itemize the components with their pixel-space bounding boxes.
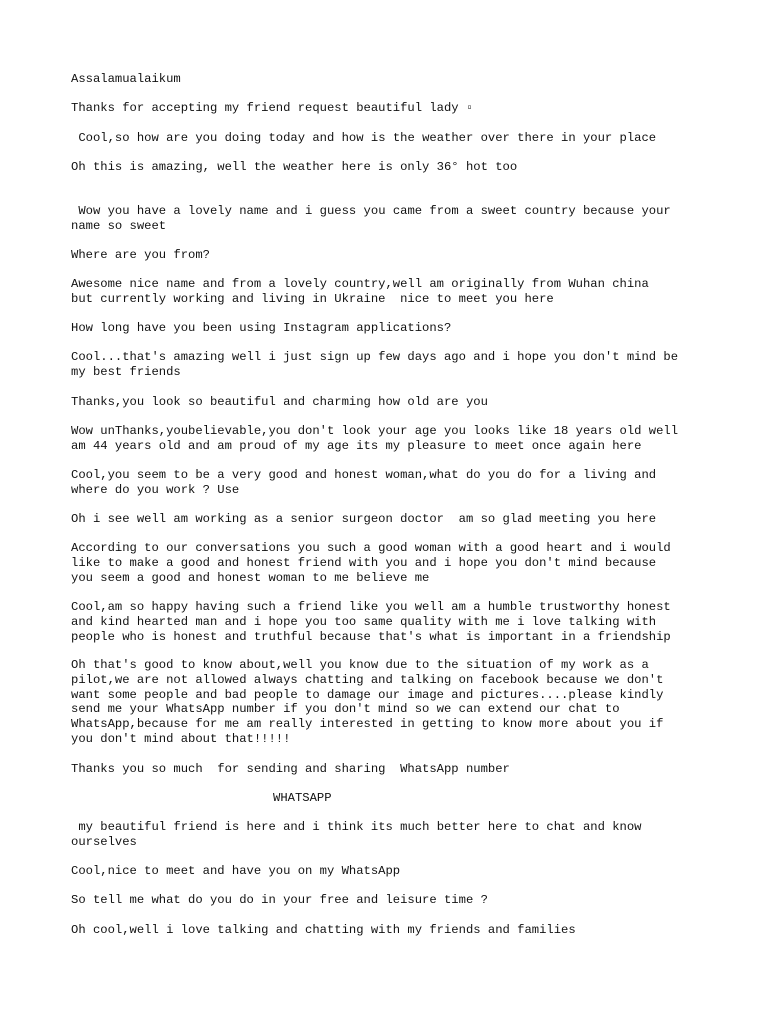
- paragraph: According to our conversations you such a good woman with a good heart and i would like to make a good and honest friend with you and i hope you don't mind because you seem a good and honest woman to me believe me: [71, 541, 671, 585]
- paragraph: So tell me what do you do in your free and leisure time ?: [71, 893, 488, 907]
- paragraph: Oh i see well am working as a senior surgeon doctor am so glad meeting you here: [71, 512, 657, 526]
- paragraph: Oh that's good to know about,well you know due to the situation of my work as a pilot,we are not allowed always chatting and talking on facebook because we don't want some people and bad people to damage our image and pictures....please kindly send me your WhatsApp number if you don't mind so we can extend our chat to WhatsApp,because for me am really interested in getting to know more about you if you don't mind about that!!!!!: [71, 658, 664, 746]
- paragraph: Cool,nice to meet and have you on my WhatsApp: [71, 864, 401, 878]
- paragraph: Thanks you so much for sending and sharing WhatsApp number: [71, 762, 510, 776]
- paragraph: Cool...that's amazing well i just sign up few days ago and i hope you don't mind be my best friends: [71, 350, 679, 379]
- paragraph: Thanks,you look so beautiful and charming how old are you: [71, 395, 488, 409]
- paragraph: Awesome nice name and from a lovely country,well am originally from Wuhan china but currently working and living in Ukraine nice to meet you here: [71, 277, 649, 306]
- paragraph: How long have you been using Instagram applications?: [71, 321, 452, 335]
- paragraph: Wow unThanks,youbelievable,you don't look your age you looks like 18 years old well am 44 years old and am proud of my age its my pleasure to meet once again here: [71, 424, 679, 453]
- paragraph: Wow you have a lovely name and i guess you came from a sweet country because your name so sweet: [71, 204, 671, 233]
- paragraph: Cool,am so happy having such a friend like you well am a humble trustworthy honest and kind hearted man and i hope you too same quality with me i love talking with people who is honest and truthful because that's what is important in a friendship: [71, 600, 671, 644]
- paragraph: my beautiful friend is here and i think its much better here to chat and know ourselves: [71, 820, 642, 849]
- paragraph: Cool,so how are you doing today and how is the weather over there in your place: [71, 131, 657, 145]
- whatsapp-heading: WHATSAPP: [273, 791, 332, 805]
- paragraph: Oh this is amazing, well the weather here is only 36° hot too: [71, 160, 518, 174]
- paragraph: Thanks for accepting my friend request beautiful lady ▫: [71, 101, 474, 115]
- paragraph: Where are you from?: [71, 248, 210, 262]
- paragraph: Oh cool,well i love talking and chatting with my friends and families: [71, 923, 576, 937]
- paragraph: Cool,you seem to be a very good and honest woman,what do you do for a living and where do you work ? Use: [71, 468, 657, 497]
- paragraph-greeting: Assalamualaikum: [71, 72, 181, 86]
